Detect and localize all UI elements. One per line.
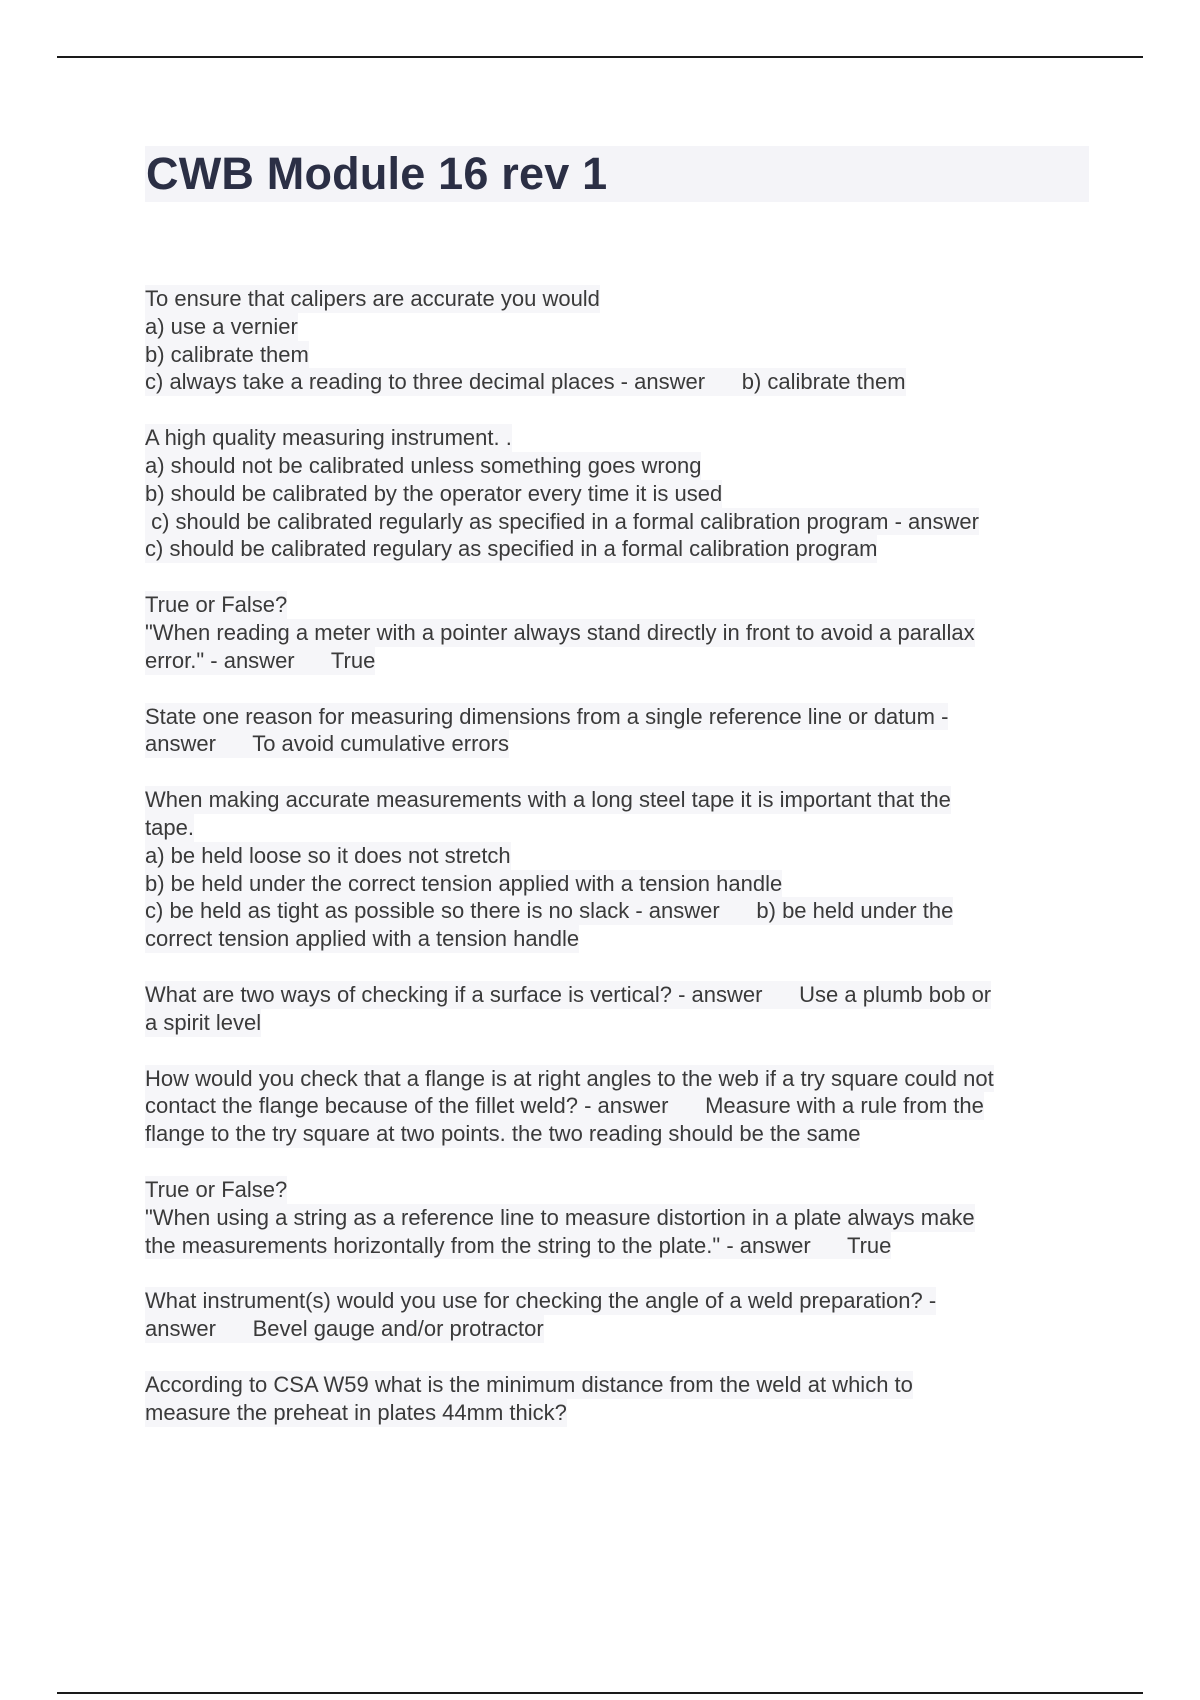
question-line: flange to the try square at two points. the two reading should be the same [145, 1121, 861, 1147]
question-line: c) should be calibrated regularly as specified in a formal calibration program - answer [145, 508, 979, 534]
question-line: measure the preheat in plates 44mm thick? [145, 1399, 567, 1425]
question-block-1 [145, 285, 1095, 396]
question-line: the measurements horizontally from the string to the plate." - answer True [145, 1232, 892, 1258]
question-list [145, 285, 1095, 1455]
question-line: True or False? [145, 592, 288, 618]
question-line: "When using a string as a reference line to measure distortion in a plate always make [145, 1204, 975, 1230]
question-line: State one reason for measuring dimensions from a single reference line or datum - [145, 703, 949, 729]
question-line: answer Bevel gauge and/or protractor [145, 1316, 544, 1342]
question-block-10 [145, 1371, 1095, 1427]
question-line: According to CSA W59 what is the minimum distance from the weld at which to [145, 1371, 913, 1397]
question-line: correct tension applied with a tension handle [145, 926, 580, 952]
page-title: CWB Module 16 rev 1 [146, 148, 608, 199]
question-block-7 [145, 1065, 1095, 1148]
top-rule [57, 56, 1143, 58]
question-block-5 [145, 786, 1095, 953]
question-line: a) should not be calibrated unless something goes wrong [145, 452, 702, 478]
question-line: True or False? [145, 1176, 288, 1202]
question-line: a) be held loose so it does not stretch [145, 842, 511, 868]
question-block-9 [145, 1287, 1095, 1343]
question-block-6 [145, 981, 1095, 1037]
question-line: When making accurate measurements with a long steel tape it is important that the [145, 787, 951, 813]
question-line: "When reading a meter with a pointer always stand directly in front to avoid a parallax [145, 619, 975, 645]
question-line: c) always take a reading to three decimal places - answer b) calibrate them [145, 369, 906, 395]
question-block-4 [145, 703, 1095, 759]
question-line: c) be held as tight as possible so there is no slack - answer b) be held under the [145, 898, 954, 924]
question-line: What instrument(s) would you use for checking the angle of a weld preparation? - [145, 1288, 937, 1314]
question-line: To ensure that calipers are accurate you would [145, 286, 600, 311]
question-line: b) be held under the correct tension applied with a tension handle [145, 870, 783, 896]
question-line: How would you check that a flange is at right angles to the web if a try square could not [145, 1065, 994, 1091]
question-line: b) calibrate them [145, 341, 309, 367]
question-line: a spirit level [145, 1009, 262, 1035]
question-block-3 [145, 591, 1095, 674]
question-line: A high quality measuring instrument. . [145, 425, 512, 451]
question-line: What are two ways of checking if a surface is vertical? - answer Use a plumb bob or [145, 981, 992, 1007]
bottom-rule [57, 1692, 1143, 1694]
question-line: c) should be calibrated regulary as specified in a formal calibration program [145, 536, 878, 562]
question-line: error." - answer True [145, 647, 376, 673]
question-line: a) use a vernier [145, 313, 298, 339]
question-line: b) should be calibrated by the operator every time it is used [145, 480, 723, 506]
question-line: contact the flange because of the fillet weld? - answer Measure with a rule from the [145, 1093, 984, 1119]
question-block-8 [145, 1176, 1095, 1259]
question-line: answer To avoid cumulative errors [145, 731, 509, 757]
question-block-2 [145, 424, 1095, 563]
question-line: tape. [145, 814, 194, 840]
